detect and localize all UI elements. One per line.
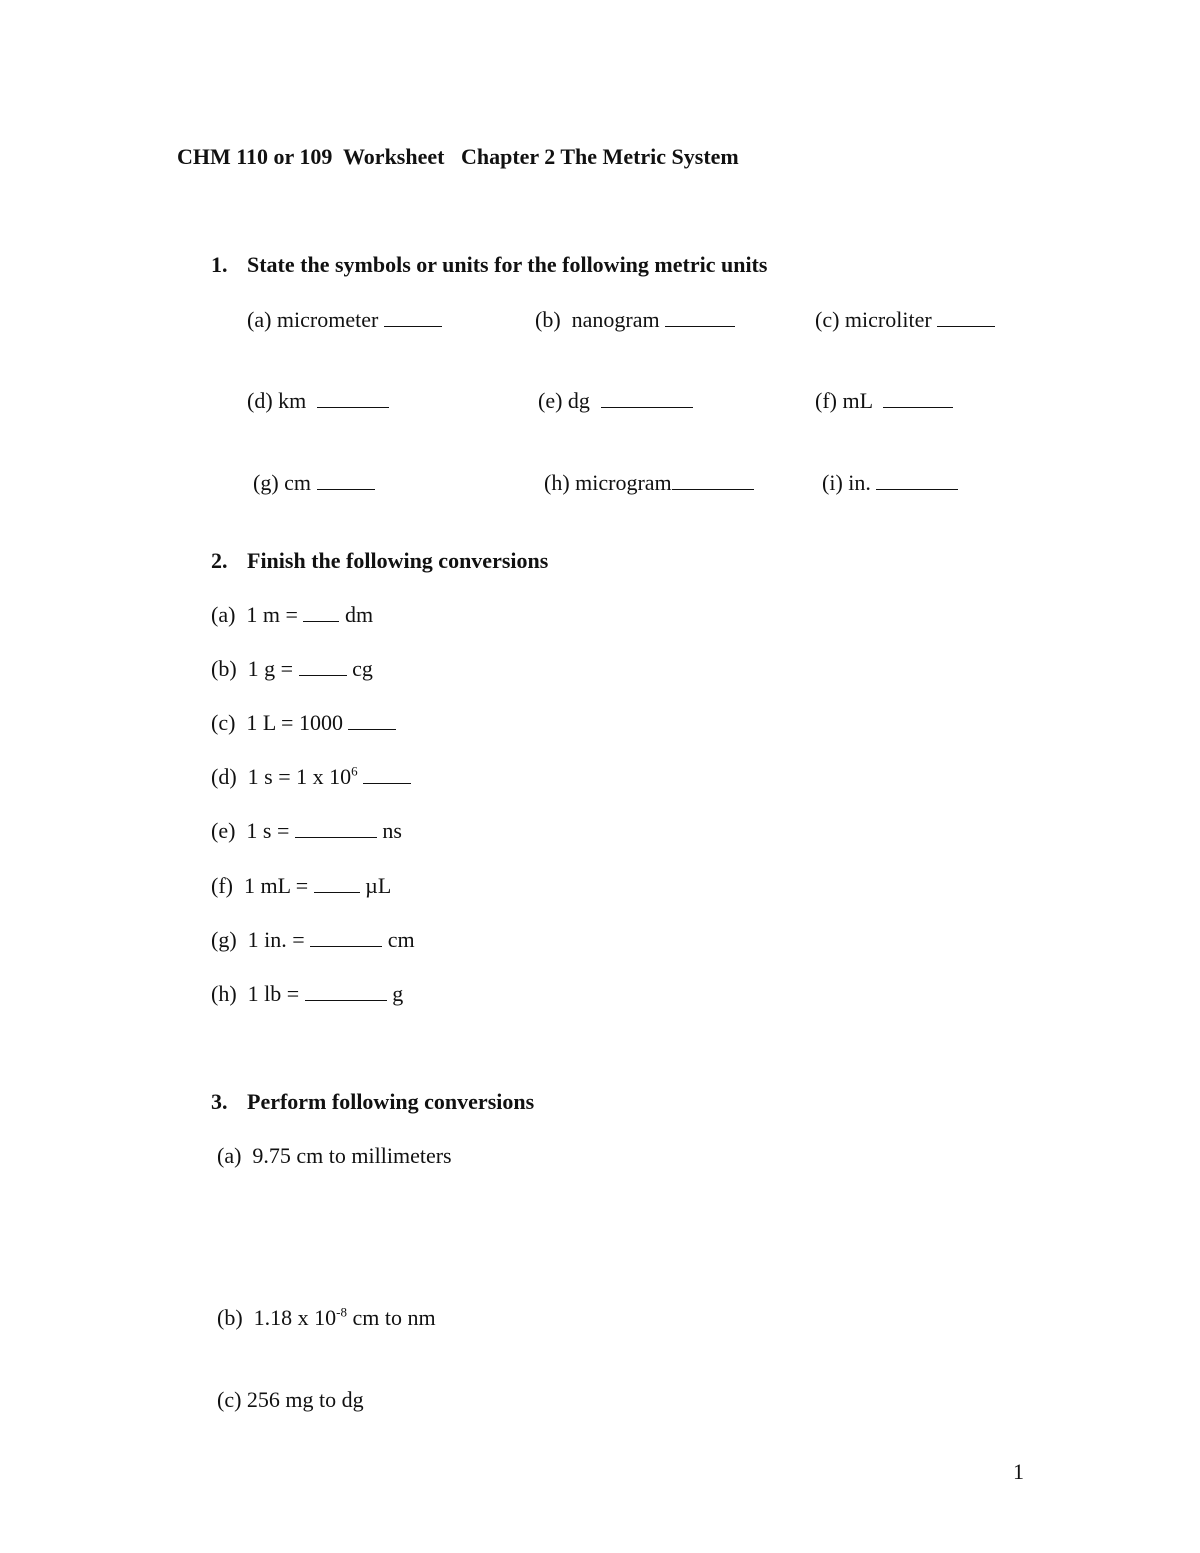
q1-item-e: (e) dg (538, 390, 693, 412)
q2-item-g: (g) 1 in. = cm (211, 927, 415, 952)
answer-blank[interactable] (348, 729, 396, 730)
q2-item-b: (b) 1 g = cg (211, 656, 373, 681)
q1-item-i: (i) in. (822, 472, 958, 494)
q2-item-d: (d) 1 s = 1 x $10^6$ (211, 766, 411, 788)
answer-blank[interactable] (310, 946, 382, 947)
answer-blank[interactable] (363, 783, 411, 784)
answer-blank[interactable] (303, 621, 339, 622)
answer-blank[interactable] (883, 407, 953, 408)
q2-item-h: (h) 1 lb = g (211, 981, 404, 1006)
answer-blank[interactable] (314, 892, 360, 893)
q2-number: 2. (211, 548, 228, 573)
worksheet-title: CHM 110 or 109 Worksheet Chapter 2 The Metric System (177, 144, 739, 169)
answer-blank[interactable] (601, 407, 693, 408)
q3-heading: Perform following conversions (247, 1089, 535, 1114)
answer-blank[interactable] (305, 1000, 387, 1001)
q2-heading: Finish the following conversions (247, 548, 549, 573)
answer-blank[interactable] (317, 489, 375, 490)
page-number: 1 (1013, 1459, 1024, 1484)
q1-item-g: (g) cm (253, 472, 375, 494)
answer-blank[interactable] (937, 326, 995, 327)
q1-item-a: (a) micrometer (247, 309, 442, 331)
q2-item-a: (a) 1 m = dm (211, 602, 374, 627)
q3-number: 3. (211, 1089, 228, 1114)
q1-item-d: (d) km (247, 390, 389, 412)
q1-number: 1. (211, 252, 228, 277)
answer-blank[interactable] (317, 407, 389, 408)
q3-item-b: (b) 1.18 x $10^{-8}$ cm to nm (217, 1304, 436, 1330)
q3-item-c: (c) 256 mg to dg (217, 1387, 364, 1412)
q1-item-c: (c) microliter (815, 309, 995, 331)
answer-blank[interactable] (876, 489, 958, 490)
answer-blank[interactable] (672, 489, 754, 490)
answer-blank[interactable] (384, 326, 442, 327)
q2-item-e: (e) 1 s = ns (211, 818, 402, 843)
q2-item-c: (c) 1 L = 1000 (211, 712, 396, 734)
q1-heading: State the symbols or units for the following metric units (247, 252, 768, 277)
q1-item-f: (f) mL (815, 390, 953, 412)
answer-blank[interactable] (299, 675, 347, 676)
q1-item-b: (b) nanogram (535, 309, 735, 331)
q1-item-h: (h) microgram (544, 472, 754, 494)
q3-item-a: (a) 9.75 cm to millimeters (217, 1143, 452, 1168)
answer-blank[interactable] (295, 837, 377, 838)
q2-item-f: (f) 1 mL = µL (211, 873, 392, 898)
answer-blank[interactable] (665, 326, 735, 327)
